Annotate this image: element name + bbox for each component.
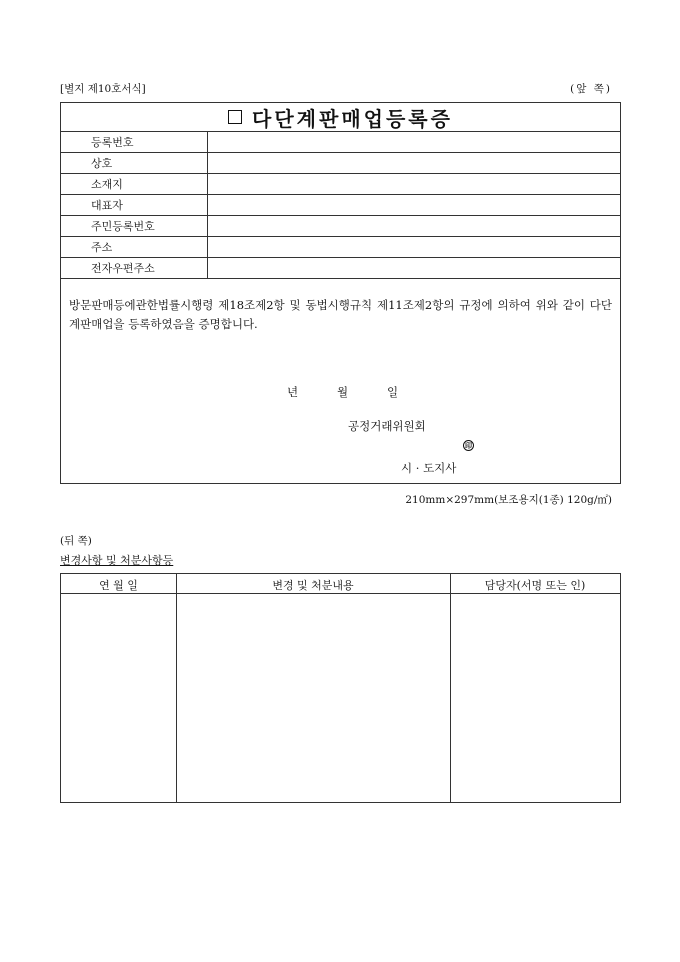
field-row-resident-number xyxy=(61,216,620,237)
field-row-registration-number xyxy=(61,132,620,153)
column-header-officer: 담당자(서명 또는 인) xyxy=(484,579,586,592)
field-label: 소재지 xyxy=(61,174,207,195)
field-value[interactable] xyxy=(207,195,620,216)
certificate-title: 다단계판매업등록증 xyxy=(252,106,453,131)
field-label: 전자우편주소 xyxy=(61,258,207,279)
field-value[interactable] xyxy=(207,153,620,174)
certificate-front xyxy=(60,102,621,484)
field-label: 주소 xyxy=(61,237,207,258)
field-label: 상호 xyxy=(61,153,207,174)
seal-icon: 印 xyxy=(465,441,472,450)
column-divider xyxy=(176,574,177,802)
certificate-title-row xyxy=(61,103,620,132)
field-label: 주민등록번호 xyxy=(61,216,207,237)
field-value[interactable] xyxy=(207,174,620,195)
form-number: [별지 제10호서식] xyxy=(60,83,146,95)
field-value[interactable] xyxy=(207,132,620,153)
field-row-address xyxy=(61,237,620,258)
field-label: 등록번호 xyxy=(61,132,207,153)
certification-text: 방문판매등에관한법률시행령 제18조제2항 및 동법시행규칙 제11조제2항의 규정에 의하여 위와 같이 다단계판매업을 등록하였음을 증명합니다. xyxy=(69,298,612,331)
front-side-label: (앞 쪽) xyxy=(570,83,612,95)
column-header-date: 연 월 일 xyxy=(99,579,138,592)
change-history-table xyxy=(60,573,621,803)
paper-spec: 210mm×297mm(보조용지(1종) 120g/㎡) xyxy=(405,494,612,506)
field-value[interactable] xyxy=(207,237,620,258)
field-label: 대표자 xyxy=(61,195,207,216)
back-section-title: 변경사항 및 처분사항등 xyxy=(60,554,174,567)
field-value[interactable] xyxy=(207,216,620,237)
field-row-location xyxy=(61,174,620,195)
governor-title: 시 · 도지사 xyxy=(401,461,457,475)
field-row-email xyxy=(61,258,620,279)
registration-fields xyxy=(61,132,620,279)
issuer-name: 공정거래위원회 xyxy=(348,419,426,433)
date-day-label: 일 xyxy=(387,385,399,399)
date-month-label: 월 xyxy=(337,385,349,399)
field-value[interactable] xyxy=(207,258,620,279)
column-divider xyxy=(450,574,451,802)
column-header-content: 변경 및 처분내용 xyxy=(272,579,354,592)
checkbox-square-icon xyxy=(228,110,242,124)
field-row-representative xyxy=(61,195,620,216)
date-year-label: 년 xyxy=(287,385,299,399)
back-side-label: (뒤 쪽) xyxy=(60,535,92,547)
field-row-trade-name xyxy=(61,153,620,174)
